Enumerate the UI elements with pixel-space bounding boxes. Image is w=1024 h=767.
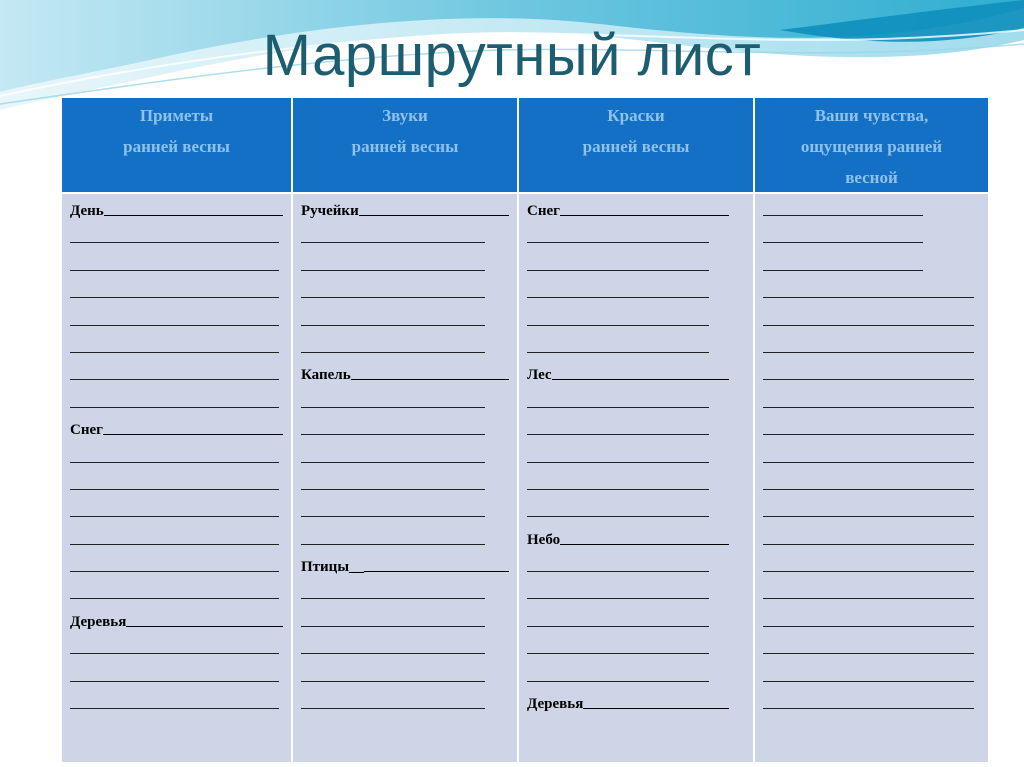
fill-line-label: Капель	[301, 367, 351, 384]
answer-line[interactable]	[763, 362, 974, 380]
blank-fill-line	[763, 308, 980, 335]
blank-fill-line	[763, 253, 980, 280]
blank-fill-line	[301, 581, 509, 608]
blank-fill-line	[763, 609, 980, 636]
answer-line[interactable]	[301, 445, 485, 463]
column-feelings	[755, 98, 988, 762]
column-header-line: ранней весны	[123, 137, 230, 156]
answer-line[interactable]	[301, 335, 485, 353]
column-header-line: весной	[845, 168, 898, 187]
answer-line[interactable]	[301, 390, 485, 408]
answer-line[interactable]	[763, 581, 974, 599]
answer-line[interactable]	[301, 664, 485, 682]
blank-fill-line	[301, 691, 509, 718]
blank-fill-line	[763, 472, 980, 499]
answer-line[interactable]	[70, 280, 279, 298]
answer-line[interactable]	[301, 499, 485, 517]
fill-line-label: Снег	[527, 203, 560, 219]
column-header	[519, 98, 753, 192]
column-header-line: Ваши чувства,	[814, 106, 929, 125]
column-header	[755, 98, 988, 192]
answer-line[interactable]	[527, 308, 709, 326]
answer-line[interactable]	[70, 362, 279, 380]
answer-line[interactable]	[527, 664, 709, 682]
blank-fill-line	[527, 335, 745, 362]
answer-line[interactable]	[70, 253, 279, 271]
blank-fill-line	[527, 554, 745, 581]
labeled-fill-line	[301, 554, 509, 581]
blank-fill-line	[527, 581, 745, 608]
answer-line[interactable]	[70, 691, 279, 709]
answer-line[interactable]	[70, 499, 279, 517]
labeled-fill-line	[527, 198, 745, 225]
column-body	[519, 194, 753, 762]
answer-line[interactable]	[763, 225, 923, 243]
labeled-fill-line	[527, 691, 745, 718]
blank-fill-line	[70, 225, 283, 252]
answer-line[interactable]	[70, 225, 279, 243]
fill-line-label: Деревья	[527, 696, 584, 713]
answer-line[interactable]	[763, 609, 974, 627]
fill-line-label: День	[70, 203, 104, 219]
blank-fill-line	[70, 280, 283, 307]
blank-fill-line	[527, 664, 745, 691]
column-header-line: Краски	[607, 106, 665, 125]
fill-line-label: Деревья	[70, 613, 127, 630]
blank-fill-line	[763, 691, 980, 718]
answer-line[interactable]	[763, 335, 974, 353]
blank-fill-line	[527, 472, 745, 499]
labeled-fill-line	[527, 362, 745, 389]
blank-fill-line	[527, 636, 745, 663]
blank-fill-line	[70, 527, 283, 554]
answer-line[interactable]	[583, 691, 729, 709]
blank-fill-line	[763, 362, 980, 389]
fill-line-label: Птицы__	[301, 559, 365, 576]
answer-line[interactable]	[527, 445, 709, 463]
column-header	[293, 98, 517, 192]
answer-line[interactable]	[70, 527, 279, 545]
route-sheet-table	[62, 98, 988, 762]
answer-line[interactable]	[70, 445, 279, 463]
blank-fill-line	[70, 499, 283, 526]
answer-line[interactable]	[70, 308, 279, 326]
answer-line[interactable]	[527, 609, 709, 627]
blank-fill-line	[70, 581, 283, 608]
column-spring-colors	[519, 98, 753, 762]
answer-line[interactable]	[527, 581, 709, 599]
fill-line-label: Небо	[527, 531, 561, 548]
blank-fill-line	[527, 609, 745, 636]
blank-fill-line	[70, 335, 283, 362]
blank-fill-line	[301, 636, 509, 663]
answer-line[interactable]	[103, 417, 283, 435]
answer-line[interactable]	[527, 335, 709, 353]
blank-fill-line	[301, 527, 509, 554]
answer-line[interactable]	[527, 253, 709, 271]
blank-fill-line	[70, 636, 283, 663]
answer-line[interactable]	[527, 390, 709, 408]
answer-line[interactable]	[301, 253, 485, 271]
blank-fill-line	[763, 581, 980, 608]
answer-line[interactable]	[301, 691, 485, 709]
answer-line[interactable]	[301, 280, 485, 298]
answer-line[interactable]	[527, 472, 709, 490]
blank-fill-line	[763, 335, 980, 362]
answer-line[interactable]	[527, 280, 709, 298]
column-body	[755, 194, 988, 762]
answer-line[interactable]	[301, 417, 485, 435]
answer-line[interactable]	[527, 636, 709, 654]
answer-line[interactable]	[763, 198, 923, 216]
labeled-fill-line	[70, 609, 283, 636]
blank-fill-line	[763, 198, 980, 225]
labeled-fill-line	[301, 198, 509, 225]
answer-line[interactable]	[763, 417, 974, 435]
blank-fill-line	[301, 472, 509, 499]
answer-line[interactable]	[763, 636, 974, 654]
answer-line[interactable]	[301, 225, 485, 243]
answer-line[interactable]	[763, 554, 974, 572]
answer-line[interactable]	[70, 335, 279, 353]
column-header-line: Приметы	[139, 106, 214, 125]
blank-fill-line	[70, 253, 283, 280]
labeled-fill-line	[527, 527, 745, 554]
blank-fill-line	[527, 390, 745, 417]
column-spring-sounds	[293, 98, 517, 762]
answer-line[interactable]	[763, 499, 974, 517]
answer-line[interactable]	[359, 198, 509, 216]
blank-fill-line	[527, 417, 745, 444]
blank-fill-line	[763, 225, 980, 252]
answer-line[interactable]	[126, 609, 283, 627]
blank-fill-line	[301, 499, 509, 526]
answer-line[interactable]	[763, 445, 974, 463]
column-header-line: ранней весны	[351, 137, 459, 156]
answer-line[interactable]	[301, 581, 485, 599]
blank-fill-line	[70, 308, 283, 335]
blank-fill-line	[301, 308, 509, 335]
answer-line[interactable]	[301, 609, 485, 627]
answer-line[interactable]	[763, 308, 974, 326]
answer-line[interactable]	[70, 554, 279, 572]
blank-fill-line	[527, 445, 745, 472]
column-body	[293, 194, 517, 762]
blank-fill-line	[301, 445, 509, 472]
blank-fill-line	[763, 554, 980, 581]
blank-fill-line	[301, 335, 509, 362]
answer-line[interactable]	[301, 308, 485, 326]
blank-fill-line	[70, 554, 283, 581]
blank-fill-line	[301, 225, 509, 252]
blank-fill-line	[301, 417, 509, 444]
page-title: Маршрутный лист	[262, 23, 762, 88]
blank-fill-line	[301, 253, 509, 280]
answer-line[interactable]	[351, 362, 509, 380]
answer-line[interactable]	[560, 198, 729, 216]
blank-fill-line	[527, 280, 745, 307]
blank-fill-line	[763, 280, 980, 307]
answer-line[interactable]	[527, 225, 709, 243]
blank-fill-line	[527, 253, 745, 280]
answer-line[interactable]	[70, 581, 279, 599]
answer-line[interactable]	[70, 664, 279, 682]
column-header-line: ощущения ранней	[800, 137, 943, 156]
answer-line[interactable]	[301, 636, 485, 654]
answer-line[interactable]	[763, 280, 974, 298]
answer-line[interactable]	[70, 472, 279, 490]
blank-fill-line	[763, 499, 980, 526]
blank-fill-line	[70, 362, 283, 389]
blank-fill-line	[763, 390, 980, 417]
answer-line[interactable]	[104, 198, 283, 216]
answer-line[interactable]	[763, 253, 923, 271]
blank-fill-line	[527, 308, 745, 335]
blank-fill-line	[70, 691, 283, 718]
blank-fill-line	[70, 664, 283, 691]
answer-line[interactable]	[763, 472, 974, 490]
blank-fill-line	[301, 609, 509, 636]
blank-fill-line	[763, 527, 980, 554]
blank-fill-line	[301, 280, 509, 307]
answer-line[interactable]	[763, 527, 974, 545]
column-spring-signs	[62, 98, 291, 762]
blank-fill-line	[301, 664, 509, 691]
answer-line[interactable]	[763, 390, 974, 408]
answer-line[interactable]	[763, 664, 974, 682]
blank-fill-line	[763, 417, 980, 444]
answer-line[interactable]	[763, 691, 974, 709]
fill-line-label: Снег	[70, 422, 103, 439]
blank-fill-line	[70, 472, 283, 499]
labeled-fill-line	[70, 198, 283, 225]
answer-line[interactable]	[301, 472, 485, 490]
answer-line[interactable]	[527, 554, 709, 572]
blank-fill-line	[301, 390, 509, 417]
labeled-fill-line	[70, 417, 283, 444]
fill-line-label: Лес	[527, 367, 552, 384]
blank-fill-line	[763, 636, 980, 663]
blank-fill-line	[527, 225, 745, 252]
answer-line[interactable]	[552, 362, 729, 380]
blank-fill-line	[763, 664, 980, 691]
answer-line[interactable]	[364, 554, 509, 572]
blank-fill-line	[763, 445, 980, 472]
answer-line[interactable]	[527, 499, 709, 517]
column-header-line: ранней весны	[582, 137, 690, 156]
answer-line[interactable]	[301, 527, 485, 545]
answer-line[interactable]	[70, 636, 279, 654]
blank-fill-line	[70, 445, 283, 472]
column-body	[62, 194, 291, 762]
answer-line[interactable]	[560, 527, 729, 545]
column-header-line: Звуки	[382, 106, 428, 125]
column-header	[62, 98, 291, 192]
fill-line-label: Ручейки	[301, 203, 359, 219]
blank-fill-line	[527, 499, 745, 526]
answer-line[interactable]	[527, 417, 709, 435]
blank-fill-line	[70, 390, 283, 417]
labeled-fill-line	[301, 362, 509, 389]
answer-line[interactable]	[70, 390, 279, 408]
